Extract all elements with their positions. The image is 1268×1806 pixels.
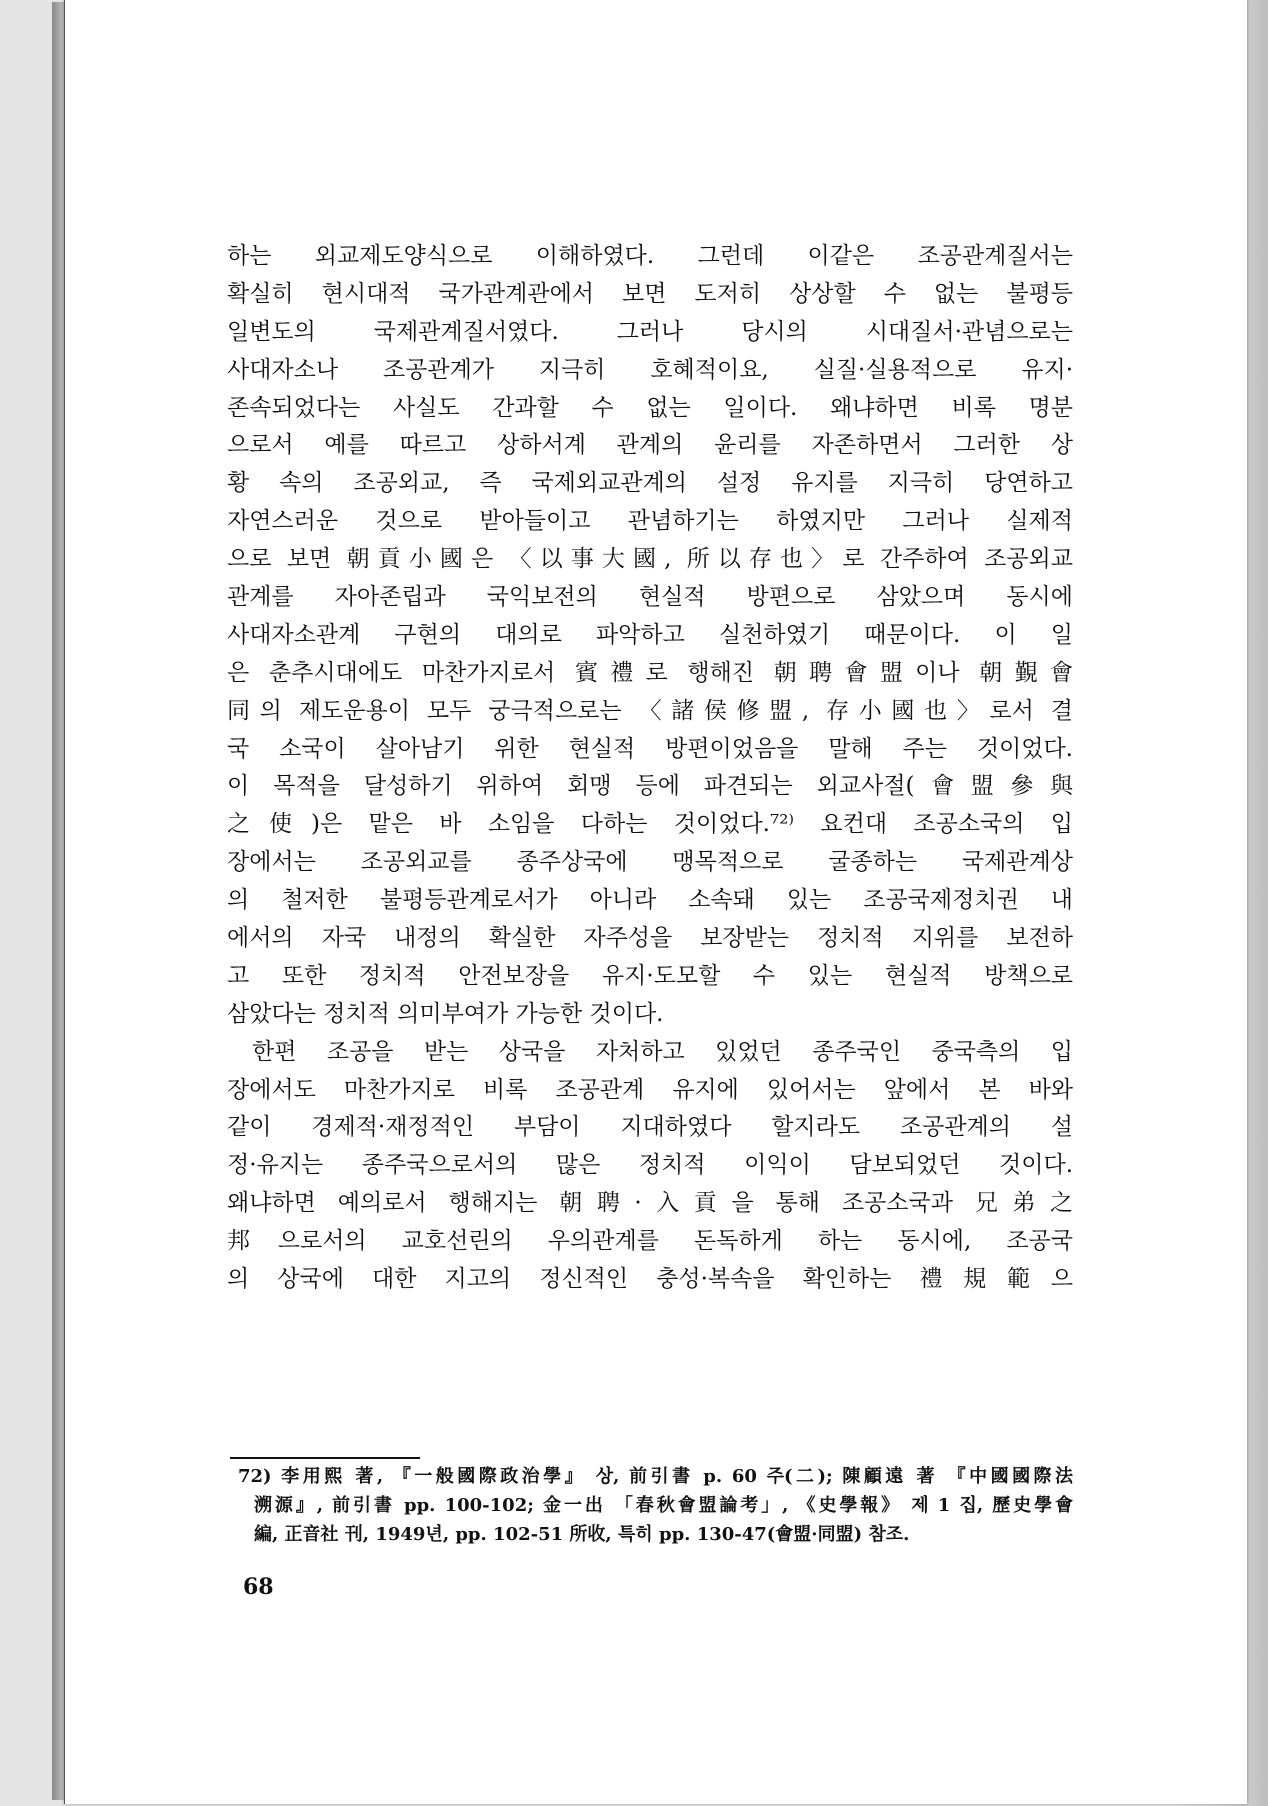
footnote-line: 72) 李用熙 著, 『一般國際政治學』 상, 前引書 p. 60 주(二); 陳顧遠 著 『中國國際法 (238, 1466, 1073, 1487)
body-line: 장에서도 마찬가지로 비록 조공관계 유지에 있어서는 앞에서 본 바와 (227, 1076, 1073, 1103)
body-line: 자연스러운 것으로 받아들이고 관념하기는 하였지만 그러나 실제적 (227, 508, 1073, 535)
body-line: 의 철저한 불평등관계로서가 아니라 소속돼 있는 조공국제정치권 내 (227, 887, 1073, 914)
body-line: 한편 조공을 받는 상국을 자처하고 있었던 종주국인 중국측의 입 (252, 1038, 1073, 1065)
body-line: 일변도의 국제관계질서였다. 그러나 당시의 시대질서·관념으로는 (227, 318, 1073, 345)
body-line: 의 상국에 대한 지고의 정신적인 충성·복속을 확인하는 禮規範으 (227, 1266, 1073, 1293)
body-line: 邦으로서의 교호선린의 우의관계를 돈독하게 하는 동시에, 조공국 (227, 1228, 1073, 1255)
body-line: 이 목적을 달성하기 위하여 회맹 등에 파견되는 외교사절(會盟參與 (227, 773, 1073, 800)
page-number: 68 (243, 1574, 274, 1600)
body-line: 同의 제도운용이 모두 궁극적으로는 〈諸侯修盟, 存小國也〉로서 결 (227, 697, 1073, 724)
body-line: 은 춘추시대에도 마찬가지로서 賓禮로 행해진 朝聘會盟이나 朝覲會 (227, 659, 1073, 686)
body-line: 으로서 예를 따르고 상하서계 관계의 윤리를 자존하면서 그러한 상 (227, 432, 1073, 459)
body-line: 사대자소관계 구현의 대의로 파악하고 실천하였기 때문이다. 이 일 (227, 621, 1073, 648)
body-line: 같이 경제적·재정적인 부담이 지대하였다 할지라도 조공관계의 설 (227, 1114, 1073, 1141)
body-line: 황 속의 조공외교, 즉 국제외교관계의 설정 유지를 지극히 당연하고 (227, 470, 1073, 497)
body-line: 왜냐하면 예의로서 행해지는 朝聘·入貢을 통해 조공소국과 兄弟之 (227, 1190, 1073, 1217)
footnote-line: 溯源』, 前引書 pp. 100-102; 金一出 「春秋會盟論考」, 《史學報》 제 1 집, 歷史學會 (254, 1495, 1073, 1516)
body-line: 국 소국이 살아남기 위한 현실적 방편이었음을 말해 주는 것이었다. (227, 735, 1073, 762)
body-line: 장에서는 조공외교를 종주상국에 맹목적으로 굴종하는 국제관계상 (227, 849, 1073, 876)
footnote-separator (230, 1457, 420, 1459)
body-line: 사대자소나 조공관계가 지극히 호혜적이요, 실질·실용적으로 유지· (227, 356, 1073, 383)
body-line: 고 또한 정치적 안전보장을 유지·도모할 수 있는 현실적 방책으로 (227, 962, 1073, 989)
body-line: 존속되었다는 사실도 간과할 수 없는 일이다. 왜냐하면 비록 명분 (227, 394, 1073, 421)
body-line: 관계를 자아존립과 국익보전의 현실적 방편으로 삼았으며 동시에 (227, 584, 1073, 611)
body-line: 정·유지는 종주국으로서의 많은 정치적 이익이 담보되었던 것이다. (227, 1152, 1073, 1179)
body-line: 으로 보면 朝貢小國은 〈以事大國, 所以存也〉로 간주하여 조공외교 (227, 546, 1073, 573)
footnotes (238, 1462, 1073, 1549)
body-line: 확실히 현시대적 국가관계관에서 보면 도저히 상상할 수 없는 불평등 (227, 280, 1073, 307)
body-line: 之使)은 맡은 바 소임을 다하는 것이었다.⁷²⁾ 요컨대 조공소국의 입 (227, 811, 1073, 838)
body-text (227, 238, 1073, 1299)
body-line: 삼았다는 정치적 의미부여가 가능한 것이다. (227, 1000, 664, 1027)
footnote-line: 編, 正音社 刊, 1949년, pp. 102-51 所收, 특히 pp. 130-47(會盟·同盟) 참조. (254, 1524, 910, 1545)
body-line: 하는 외교제도양식으로 이해하였다. 그런데 이같은 조공관계질서는 (227, 243, 1073, 269)
body-line: 에서의 자국 내정의 확실한 자주성을 보장받는 정치적 지위를 보전하 (227, 925, 1073, 952)
